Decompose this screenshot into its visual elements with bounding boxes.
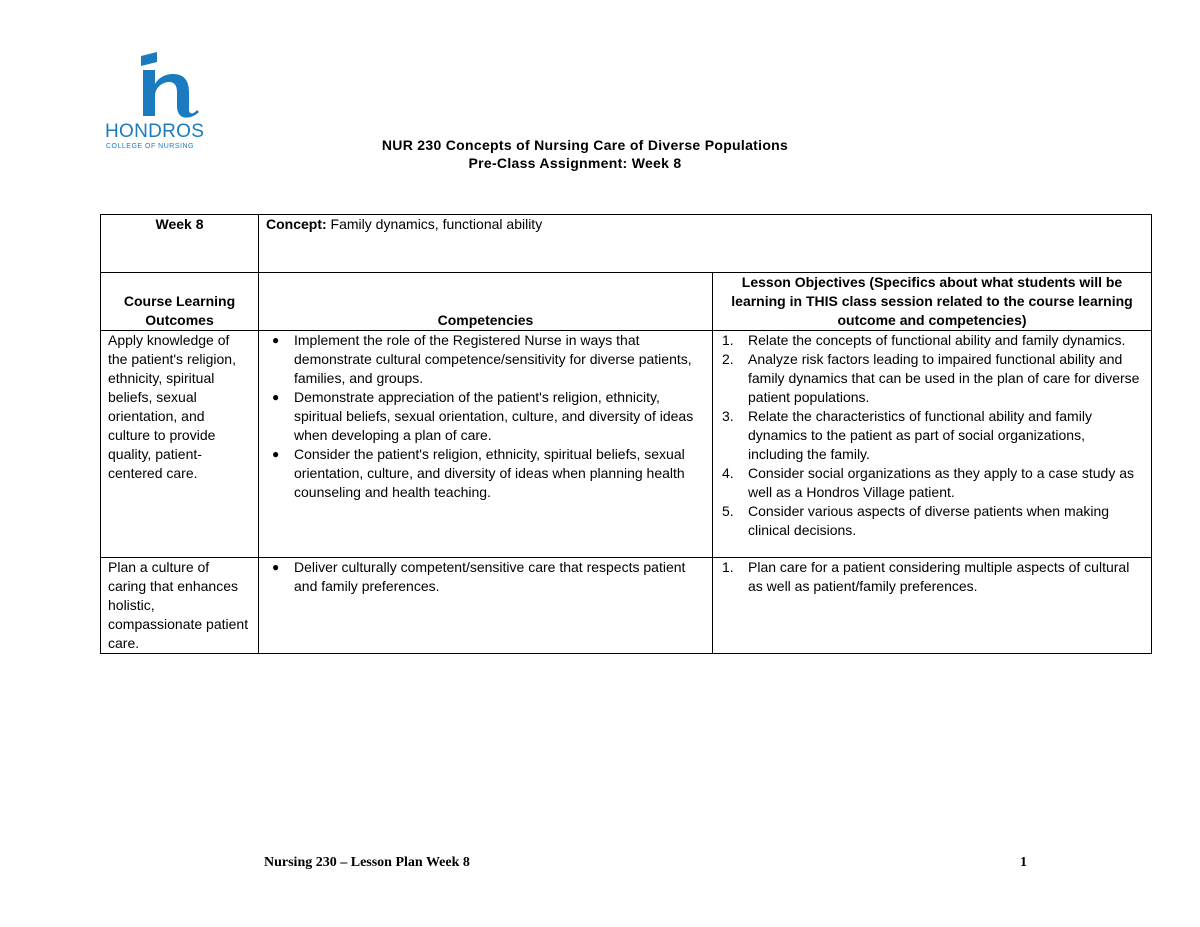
week-cell: Week 8	[101, 215, 259, 273]
logo-subline: COLLEGE OF NURSING	[106, 143, 194, 150]
table-row	[101, 331, 1152, 558]
list-item: 1. Plan care for a patient considering multiple aspects of cultural as well as patient/family preferences.	[722, 559, 1130, 594]
page-footer: Nursing 230 – Lesson Plan Week 8	[264, 855, 470, 870]
list-item: 5. Consider various aspects of diverse patients when making clinical decisions.	[722, 503, 1110, 538]
header-objectives: Lesson Objectives (Specifics about what students will be learning in THIS class session related to the course learning outcome and competencies)	[713, 273, 1152, 331]
lesson-plan-table	[100, 214, 1152, 654]
bullet-icon: ●	[272, 333, 280, 347]
list-item: ● Consider the patient's religion, ethnicity, spiritual beliefs, sexual orientation, culture, and diversity of ideas when planning health counseling and health teaching.	[272, 446, 685, 500]
list-item: 2. Analyze risk factors leading to impaired functional ability and family dynamics that can be used in the plan of care for diverse patient populations.	[722, 351, 1140, 405]
week-row	[101, 215, 1152, 273]
outcome-cell: Plan a culture of caring that enhances holistic, compassionate patient care.	[101, 558, 259, 654]
competencies-cell	[259, 331, 713, 558]
objectives-cell	[713, 331, 1152, 558]
competencies-cell	[259, 558, 713, 654]
page-number: 1	[1020, 855, 1027, 870]
document-header	[0, 136, 1150, 172]
outcome-cell: Apply knowledge of the patient's religion, ethnicity, spiritual beliefs, sexual orientation, and culture to provide quality, patient-centered care.	[101, 331, 259, 558]
list-item: ● Implement the role of the Registered Nurse in ways that demonstrate cultural competence/sensitivity for diverse patients, families, and groups.	[272, 332, 692, 386]
header-competencies: Competencies	[259, 273, 713, 331]
header-outcomes: Course Learning Outcomes	[101, 273, 259, 331]
document-subtitle: Pre-Class Assignment: Week 8	[468, 155, 682, 171]
bullet-icon: ●	[272, 560, 280, 574]
objectives-cell	[713, 558, 1152, 654]
concept-label: Concept:	[266, 216, 327, 232]
list-item: ● Deliver culturally competent/sensitive care that respects patient and family preferences.	[272, 559, 686, 594]
table-row	[101, 558, 1152, 654]
header-row	[101, 273, 1152, 331]
h-letter-logo-icon	[131, 52, 201, 118]
concept-cell	[259, 215, 1152, 273]
list-item: 3. Relate the characteristics of functional ability and family dynamics to the patient as part of social organizations, including the family.	[722, 408, 1092, 462]
list-item: ● Demonstrate appreciation of the patient's religion, ethnicity, spiritual beliefs, sexual orientation, culture, and diversity of ideas when developing a plan of care.	[272, 389, 694, 443]
list-item: 4. Consider social organizations as they apply to a case study as well as a Hondros Village patient.	[722, 465, 1134, 500]
list-item: 1. Relate the concepts of functional ability and family dynamics.	[722, 332, 1126, 348]
document-title: NUR 230 Concepts of Nursing Care of Diverse Populations	[381, 137, 789, 153]
concept-value: Family dynamics, functional ability	[326, 216, 543, 232]
bullet-icon: ●	[272, 390, 280, 404]
logo-wordmark: HONDROS	[105, 121, 205, 142]
bullet-icon: ●	[272, 447, 280, 461]
